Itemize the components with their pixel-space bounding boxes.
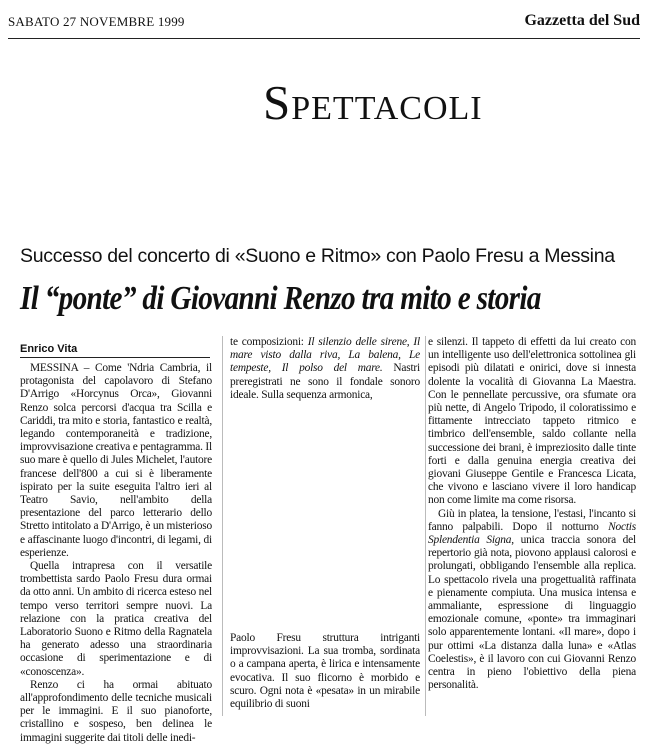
article-subhead: Successo del concerto di «Suono e Ritmo» con Paolo Fresu a Messina [20, 245, 615, 267]
paragraph: Paolo Fresu struttura intriganti improvvisazioni. La sua tromba, sordinata o a campana aperta, è lirica e intensamente evocativa. Il suo flicorno è morbido e scuro. Ogni nota è «pesata» in un mirabile equilibrio di suoni [230, 632, 420, 711]
text-run: Nastri preregistrati ne sono il fondale sonoro ideale. Sulla sequenza armonica, [230, 362, 420, 401]
paragraph: MESSINA – Come 'Ndria Cambria, il protagonista del capolavoro di Stefano D'Arrigo «Horcynus Orca», Giovanni Renzo solca percorsi d'acqua tra Scilla e Cariddi, tra mito e storia, fantastico e realtà, legando contemporaneità e tradizione, improvvisazione creativa e pentagramma. Il suo mare è quello di Jules Michelet, l'autore francese dell'800 a cui si è liberamente ispirato per la suite eseguita l'altro ieri al Teatro Savio, nell'ambito della presentazione del parco letterario dello Stretto intitolato a D'Arrigo, è un misterioso e affascinante luogo d'incontri, di legami, di esperienze. [20, 362, 212, 559]
article-title: Il “ponte” di Giovanni Renzo tra mito e storia [20, 280, 541, 317]
paragraph [428, 508, 636, 693]
paragraph: Quella intrapresa con il versatile trombettista sardo Paolo Fresu dura ormai da otto anni. Un ambito di ricerca esteso nel tempo verso territori sempre nuovi. La relazione con la pratica creativa del Laboratorio Suono e Ritmo della Ragnatela ha generato adesso una straordinaria occasione di sperimentazione e di «conoscenza». [20, 560, 212, 678]
byline: Enrico Vita [20, 343, 78, 355]
page-header [8, 8, 640, 34]
article-column-1 [20, 362, 212, 745]
newspaper-name: Gazzetta del Sud [524, 12, 640, 29]
italic-title: Noctis Splendentia Signa [428, 520, 636, 547]
paragraph [230, 336, 420, 402]
text-run: , unica traccia sonora del repertorio già nota, piovono applausi calorosi e prolungati, obbligando l'ensemble alla replica. Lo spettacolo rivela una progettualità raffinata e pienamente compiuta. Una musica intensa e ammaliante, espressione di linguaggio emozionale comune, «ponte» tra immaginari solo apparentemente lontani. «Il mare», dopo i pur ottimi «La distanza dalla luna» e «Atlas Coelestis», è il lavoro con cui Giovanni Renzo centra in pieno l'obiettivo della piena personalità. [428, 534, 637, 692]
paragraph: e silenzi. Il tappeto di effetti da lui creato con un intelligente uso dell'elettronica sottolinea gli episodi più dilatati e onirici, dove si innesta dolente la vocalità di Giovanna La Maestra. Con le pennellate percussive, ora sfumate ora più nette, di Angelo Tripodo, il coloratissimo e fittamente intrecciato tappeto ritmico e timbrico dell'ensemble, saldo collante nella successione dei brani, è impreziosito dalle tinte forti e dalla genuina energia creativa dei giovani Giuseppe Gentile e Francesca Licata, che vivono e lasciano vivere il loro handicap non come limite ma come risorsa. [428, 336, 636, 507]
article-column-2-bottom [230, 632, 420, 711]
text-run: te composizioni: [230, 336, 308, 348]
section-title: Spettacoli [263, 75, 483, 130]
text-run: Giù in platea, la tensione, l'estasi, l'incanto si fanno palpabili. Dopo il notturno [428, 507, 636, 533]
italic-titles: Il silenzio delle sirene, Il mare visto dalla riva, La balena, Le tempeste, Il polso del mare. [230, 336, 420, 375]
article-column-2-top [230, 336, 420, 402]
issue-date: SABATO 27 NOVEMBRE 1999 [8, 14, 185, 29]
byline-rule [20, 357, 210, 358]
paragraph: Renzo ci ha ormai abituato all'approfondimento delle tecniche musicali per le immagini. E il suo pianoforte, cristallino e sospeso, ben delinea le immagini suggerite dai titoli delle inedi- [20, 678, 212, 744]
header-rule [8, 38, 640, 39]
column-divider [425, 336, 426, 716]
column-divider [222, 336, 223, 716]
article-column-3 [428, 336, 636, 692]
